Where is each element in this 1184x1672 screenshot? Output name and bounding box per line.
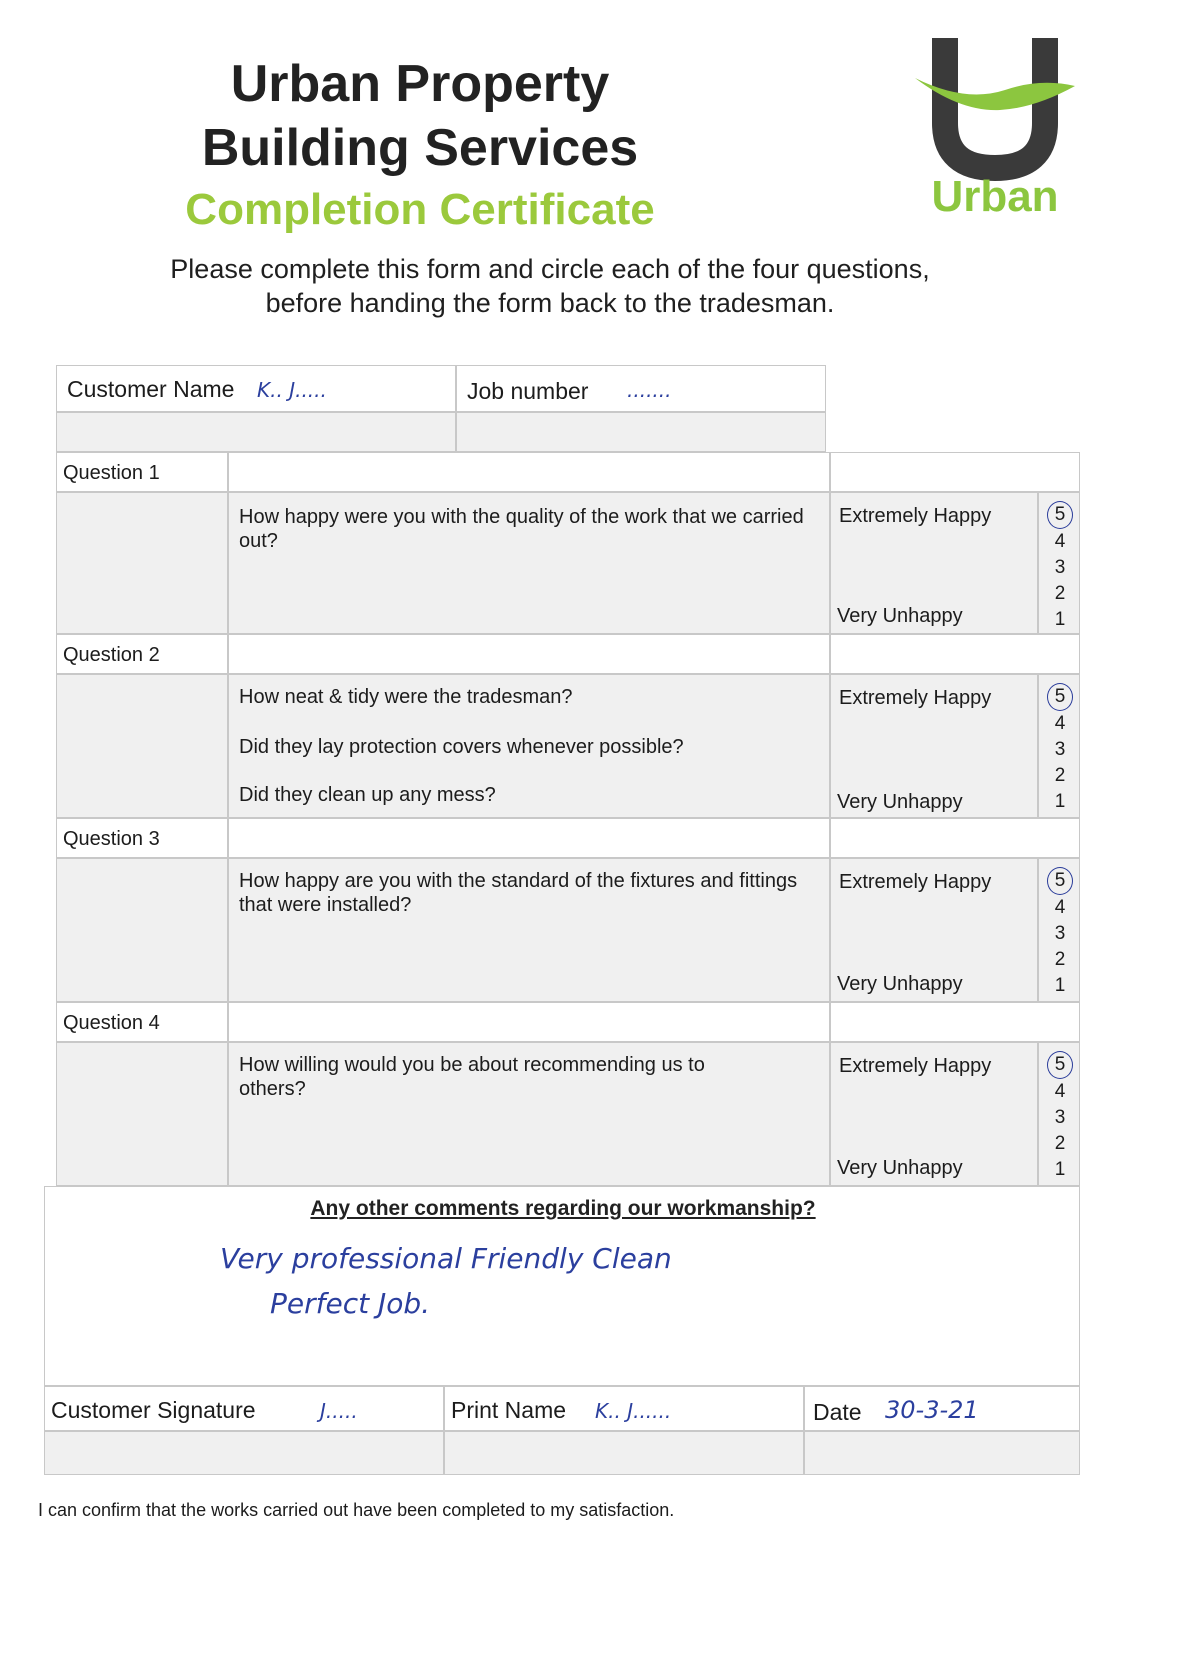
- rating-option[interactable]: [1039, 501, 1081, 529]
- job-number-label: Job number: [467, 378, 589, 404]
- job-number-blank: [456, 412, 826, 452]
- customer-signature-label: Customer Signature: [51, 1397, 256, 1423]
- comments-box: [44, 1186, 1080, 1386]
- question-label-cell: [56, 818, 228, 858]
- extremely-happy-label: Extremely Happy: [839, 505, 992, 527]
- print-name-value[interactable]: K.. J......: [595, 1399, 672, 1423]
- job-number-value[interactable]: .......: [627, 378, 672, 402]
- question-1-text: How happy were you with the quality of the work that we carried out?: [239, 506, 804, 552]
- question-label-cell: [56, 1002, 228, 1042]
- question-1-side: [56, 492, 228, 634]
- question-1-text-cell: [228, 492, 830, 634]
- logo-text: Urban: [931, 172, 1059, 221]
- question-3-header-blank: [228, 818, 830, 858]
- question-3-side: [56, 858, 228, 1002]
- question-1-header-blank: [228, 452, 830, 492]
- extremely-happy-label: Extremely Happy: [839, 687, 992, 709]
- very-unhappy-label: Very Unhappy: [837, 973, 963, 995]
- question-4-rating: [1038, 1042, 1080, 1186]
- date-value[interactable]: 30-3-21: [885, 1396, 979, 1424]
- question-2-side: [56, 674, 228, 818]
- question-4-text-cell: [228, 1042, 830, 1186]
- question-2-scale-labels: [830, 674, 1038, 818]
- question-label-cell: [56, 634, 228, 674]
- very-unhappy-label: Very Unhappy: [837, 605, 963, 627]
- rating-option[interactable]: 4: [1054, 531, 1066, 552]
- customer-signature-cell: [44, 1386, 444, 1431]
- signature-blank: [44, 1431, 444, 1475]
- question-2-text-line1: How neat & tidy were the tradesman?: [239, 686, 573, 708]
- question-3-header-blank-right: [830, 818, 1080, 858]
- rating-option[interactable]: 3: [1054, 739, 1066, 760]
- comments-heading: Any other comments regarding our workmanship?: [310, 1197, 816, 1220]
- company-name: [150, 52, 690, 180]
- question-2-header-blank-right: [830, 634, 1080, 674]
- question-2-text-line3: Did they clean up any mess?: [239, 784, 496, 806]
- company-name-line1: Urban Property: [230, 55, 610, 113]
- question-2-text-line2: Did they lay protection covers whenever possible?: [239, 736, 684, 758]
- print-name-blank: [444, 1431, 804, 1475]
- rating-option[interactable]: 1: [1054, 609, 1066, 630]
- rating-option[interactable]: 3: [1054, 923, 1066, 944]
- comments-line1[interactable]: Very professional Friendly Clean: [220, 1242, 672, 1275]
- question-2-text-cell: [228, 674, 830, 818]
- customer-name-cell: [56, 365, 456, 412]
- rating-option[interactable]: 4: [1054, 897, 1066, 918]
- rating-option[interactable]: [1039, 683, 1081, 711]
- print-name-label: Print Name: [451, 1397, 567, 1423]
- question-4-header-blank-right: [830, 1002, 1080, 1042]
- certificate-title: Completion Certificate: [185, 185, 655, 234]
- rating-option[interactable]: 1: [1054, 975, 1066, 996]
- rating-selected-circle[interactable]: 5: [1047, 1051, 1073, 1079]
- rating-option[interactable]: 1: [1054, 791, 1066, 812]
- question-1-header-blank-right: [830, 452, 1080, 492]
- question-4-side: [56, 1042, 228, 1186]
- question-label-cell: [56, 452, 228, 492]
- question-1-scale-labels: [830, 492, 1038, 634]
- question-3-scale-labels: [830, 858, 1038, 1002]
- date-cell: [804, 1386, 1080, 1431]
- job-number-cell: [456, 365, 826, 412]
- question-2-label: Question 2: [63, 644, 160, 666]
- question-3-label: Question 3: [63, 828, 160, 850]
- very-unhappy-label: Very Unhappy: [837, 1157, 963, 1179]
- rating-option[interactable]: 3: [1054, 1107, 1066, 1128]
- rating-option[interactable]: 1: [1054, 1159, 1066, 1180]
- question-4-label: Question 4: [63, 1012, 160, 1034]
- comments-line2[interactable]: Perfect Job.: [270, 1287, 431, 1320]
- very-unhappy-label: Very Unhappy: [837, 791, 963, 813]
- question-1-rating: [1038, 492, 1080, 634]
- question-1-label: Question 1: [63, 462, 160, 484]
- question-2-header-blank: [228, 634, 830, 674]
- rating-option[interactable]: 4: [1054, 1081, 1066, 1102]
- instructions-text: Please complete this form and circle each of the four questions, before handing the form back to the tradesman.: [170, 254, 930, 318]
- rating-option[interactable]: 2: [1054, 583, 1066, 604]
- rating-selected-circle[interactable]: 5: [1047, 683, 1073, 711]
- question-2-rating: [1038, 674, 1080, 818]
- question-4-header-blank: [228, 1002, 830, 1042]
- rating-option[interactable]: 2: [1054, 949, 1066, 970]
- question-3-text-cell: [228, 858, 830, 1002]
- customer-name-value[interactable]: K.. J.....: [257, 378, 327, 402]
- rating-option[interactable]: 3: [1054, 557, 1066, 578]
- customer-signature-value[interactable]: J.....: [320, 1399, 358, 1423]
- extremely-happy-label: Extremely Happy: [839, 871, 992, 893]
- date-label: Date: [813, 1399, 862, 1425]
- rating-selected-circle[interactable]: 5: [1047, 501, 1073, 529]
- customer-name-blank: [56, 412, 456, 452]
- company-name-line2: Building Services: [201, 119, 639, 177]
- rating-option[interactable]: 2: [1054, 765, 1066, 786]
- customer-name-label: Customer Name: [67, 376, 235, 402]
- confirmation-note: I can confirm that the works carried out have been completed to my satisfaction.: [38, 1500, 675, 1520]
- rating-option[interactable]: [1039, 867, 1081, 895]
- question-4-scale-labels: [830, 1042, 1038, 1186]
- date-blank: [804, 1431, 1080, 1475]
- print-name-cell: [444, 1386, 804, 1431]
- question-4-text: How willing would you be about recommending us to others?: [239, 1054, 705, 1100]
- question-3-text: How happy are you with the standard of the fixtures and fittings that were installed?: [239, 870, 798, 916]
- rating-selected-circle[interactable]: 5: [1047, 867, 1073, 895]
- extremely-happy-label: Extremely Happy: [839, 1055, 992, 1077]
- rating-option[interactable]: 2: [1054, 1133, 1066, 1154]
- question-3-rating: [1038, 858, 1080, 1002]
- rating-option[interactable]: 4: [1054, 713, 1066, 734]
- rating-option[interactable]: [1039, 1051, 1081, 1079]
